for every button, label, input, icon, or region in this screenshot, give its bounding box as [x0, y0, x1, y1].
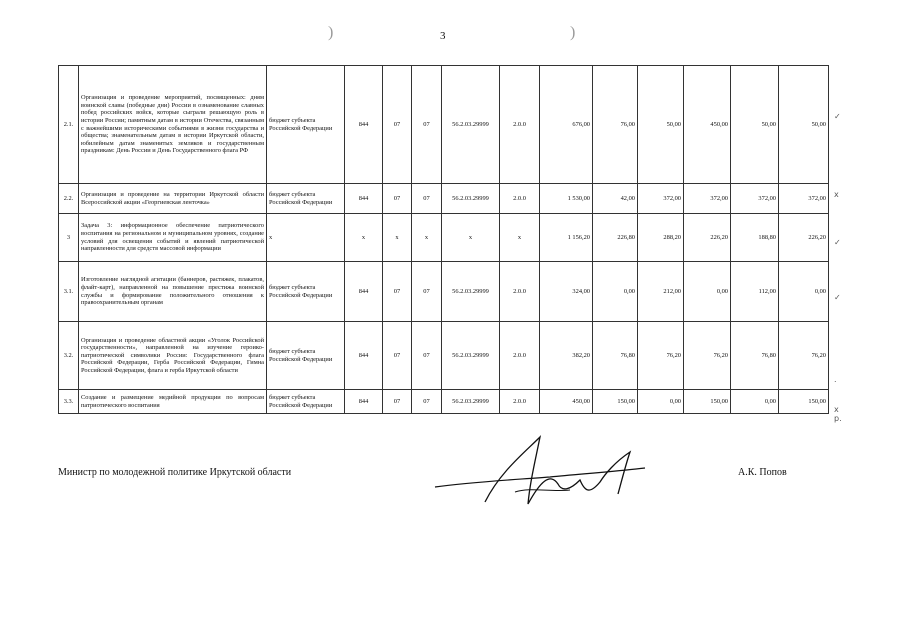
page-number: 3 [440, 30, 446, 42]
csr-code: 56.2.03.29999 [442, 66, 500, 184]
year-4-amount: 372,00 [731, 184, 779, 214]
year-4-amount: 76,80 [731, 322, 779, 390]
year-2-amount: 372,00 [638, 184, 684, 214]
year-1-amount: 42,00 [593, 184, 638, 214]
table-row [59, 390, 829, 414]
row-description: Изготовление наглядной агитации (баннеров, растяжек, плакатов, флайт-карт), направленной на повышение престижа воинской службы и формирование положительного отношения к правоохранительным органам [79, 262, 267, 322]
funding-source: бюджет субъекта Российской Федерации [267, 262, 345, 322]
csr-code: 56.2.03.29999 [442, 184, 500, 214]
year-2-amount: 76,20 [638, 322, 684, 390]
total-amount: 450,00 [540, 390, 593, 414]
total-amount: 1 156,20 [540, 214, 593, 262]
rz-code: 07 [383, 66, 412, 184]
year-1-amount: 76,80 [593, 322, 638, 390]
vr-code: 2.0.0 [500, 66, 540, 184]
row-description: Создание и размещение медийной продукции по вопросам патриотического воспитания [79, 390, 267, 414]
margin-mark-right: ) [570, 24, 576, 41]
total-amount: 1 530,00 [540, 184, 593, 214]
margin-check-mark: . [834, 375, 837, 384]
table-row [59, 66, 829, 184]
csr-code: x [442, 214, 500, 262]
csr-code: 56.2.03.29999 [442, 390, 500, 414]
table-row [59, 262, 829, 322]
year-5-amount: 372,00 [779, 184, 829, 214]
pr-code: 07 [412, 322, 442, 390]
row-number: 2.1. [59, 66, 79, 184]
year-2-amount: 288,20 [638, 214, 684, 262]
total-amount: 676,00 [540, 66, 593, 184]
year-5-amount: 226,20 [779, 214, 829, 262]
year-2-amount: 50,00 [638, 66, 684, 184]
funding-source: x [267, 214, 345, 262]
pr-code: 07 [412, 66, 442, 184]
row-number: 3.1. [59, 262, 79, 322]
margin-check-mark: x р. [834, 405, 842, 423]
margin-check-mark: ✓ [834, 238, 841, 247]
row-number: 3.3. [59, 390, 79, 414]
year-1-amount: 76,00 [593, 66, 638, 184]
total-amount: 324,00 [540, 262, 593, 322]
row-description: Задача 3: информационное обеспечение патриотического воспитания на региональном и муниципальном уровнях, создание условий для освещения событий и явлений патриотической направленности для средств массовой информации [79, 214, 267, 262]
signatory-name: А.К. Попов [738, 467, 787, 478]
pr-code: x [412, 214, 442, 262]
pr-code: 07 [412, 184, 442, 214]
row-description: Организация и проведение мероприятий, посвященных: дням воинской славы (победные дни) России в ознаменование славных побед российских войск, которые сыграли решающую роль в истории России; памятным датам в истории Отечества, связанным с важнейшими историческими событиями в жизни государства и общества; знаменательным датам в истории Иркутской области, юбилейным датам знаменитых земляков и государственным праздникам: День России и День Государственного флага РФ [79, 66, 267, 184]
year-3-amount: 76,20 [684, 322, 731, 390]
pr-code: 07 [412, 390, 442, 414]
csr-code: 56.2.03.29999 [442, 262, 500, 322]
grbs-code: 844 [345, 390, 383, 414]
year-4-amount: 50,00 [731, 66, 779, 184]
signature-image [430, 432, 660, 512]
margin-check-mark: ✓ [834, 112, 841, 121]
budget-table [58, 65, 829, 414]
row-description: Организация и проведение областной акции «Уголок Российской государственности», направленной на изучение героико-патриотической символики России: Государственного флага Российской Федерации, Герба Российской Федерации, Гимна Российской Федерации, флага и герба Иркутской области [79, 322, 267, 390]
vr-code: x [500, 214, 540, 262]
row-number: 3.2. [59, 322, 79, 390]
rz-code: 07 [383, 184, 412, 214]
csr-code: 56.2.03.29999 [442, 322, 500, 390]
year-2-amount: 0,00 [638, 390, 684, 414]
year-3-amount: 450,00 [684, 66, 731, 184]
grbs-code: 844 [345, 184, 383, 214]
rz-code: 07 [383, 390, 412, 414]
year-3-amount: 372,00 [684, 184, 731, 214]
rz-code: 07 [383, 262, 412, 322]
vr-code: 2.0.0 [500, 322, 540, 390]
grbs-code: x [345, 214, 383, 262]
vr-code: 2.0.0 [500, 262, 540, 322]
rz-code: 07 [383, 322, 412, 390]
funding-source: бюджет субъекта Российской Федерации [267, 184, 345, 214]
table-row [59, 322, 829, 390]
rz-code: x [383, 214, 412, 262]
year-5-amount: 0,00 [779, 262, 829, 322]
grbs-code: 844 [345, 66, 383, 184]
signatory-position: Министр по молодежной политике Иркутской области [58, 467, 292, 478]
year-3-amount: 150,00 [684, 390, 731, 414]
row-number: 2.2. [59, 184, 79, 214]
year-5-amount: 76,20 [779, 322, 829, 390]
year-5-amount: 50,00 [779, 66, 829, 184]
row-description: Организация и проведение на территории Иркутской области Всероссийской акции «Георгиевская ленточка» [79, 184, 267, 214]
vr-code: 2.0.0 [500, 390, 540, 414]
year-1-amount: 0,00 [593, 262, 638, 322]
table-row [59, 184, 829, 214]
year-4-amount: 188,80 [731, 214, 779, 262]
year-3-amount: 0,00 [684, 262, 731, 322]
total-amount: 382,20 [540, 322, 593, 390]
year-3-amount: 226,20 [684, 214, 731, 262]
margin-mark-left: ) [328, 24, 334, 41]
year-5-amount: 150,00 [779, 390, 829, 414]
grbs-code: 844 [345, 322, 383, 390]
margin-check-mark: ✓ [834, 293, 841, 302]
year-4-amount: 112,00 [731, 262, 779, 322]
year-1-amount: 226,80 [593, 214, 638, 262]
margin-check-mark: x [834, 190, 839, 199]
pr-code: 07 [412, 262, 442, 322]
vr-code: 2.0.0 [500, 184, 540, 214]
table-row [59, 214, 829, 262]
year-2-amount: 212,00 [638, 262, 684, 322]
row-number: 3 [59, 214, 79, 262]
funding-source: бюджет субъекта Российской Федерации [267, 66, 345, 184]
grbs-code: 844 [345, 262, 383, 322]
funding-source: бюджет субъекта Российской Федерации [267, 322, 345, 390]
funding-source: бюджет субъекта Российской Федерации [267, 390, 345, 414]
year-4-amount: 0,00 [731, 390, 779, 414]
year-1-amount: 150,00 [593, 390, 638, 414]
